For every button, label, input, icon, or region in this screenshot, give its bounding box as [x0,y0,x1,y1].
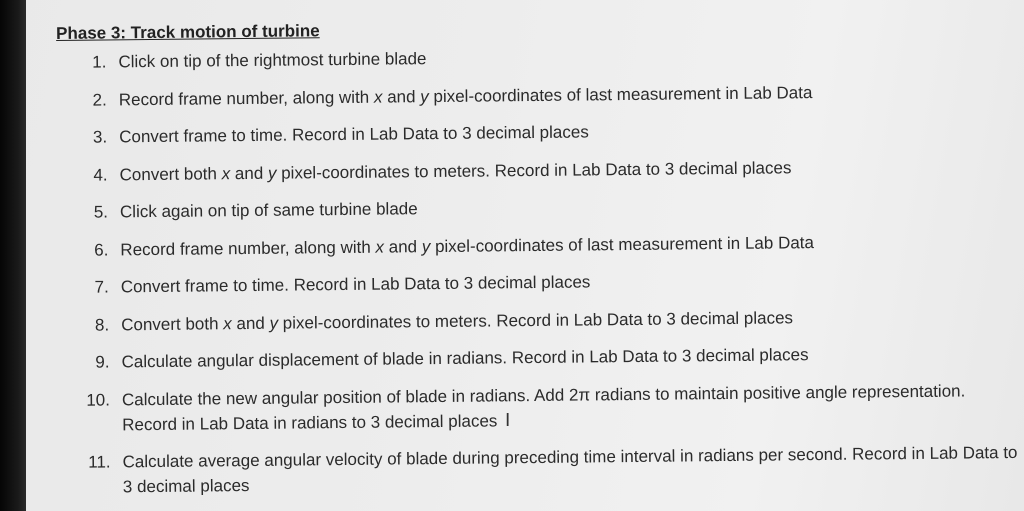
text-cursor-icon: I [505,410,511,431]
step-number: 10. [86,389,111,410]
list-item [59,339,1024,375]
instructions-panel [56,13,1024,511]
step-text-part: Record frame number, along with [120,237,376,259]
step-text: Calculate angular displacement of blade in radians. Record in Lab Data to 3 decimal places [121,345,809,372]
step-number: 9. [95,352,110,372]
list-item [57,114,1024,150]
list-item [59,264,1024,300]
var-y: y [420,86,429,106]
step-text-part: and [231,313,270,333]
list-item [60,377,1024,438]
step-number: 4. [93,164,108,185]
step-text-part: pixel-coordinates of last measurement in Lab Data [430,232,815,256]
list-item [58,227,1024,263]
step-text: Click on tip of the rightmost turbine blade [118,49,427,72]
step-text [119,77,1019,111]
var-y: y [421,236,431,256]
monitor-bezel [0,0,26,511]
step-text-part: Record frame number, along with [118,87,375,109]
step-text-part: pixel-coordinates to meters. Record in Lab Data to 3 decimal places [276,157,792,183]
var-x: x [375,237,385,257]
var-y: y [269,313,279,333]
step-number: 11. [88,452,111,472]
list-item [56,39,1024,75]
step-text: Convert frame to time. Record in Lab Data to 3 decimal places [120,272,591,297]
list-item [60,439,1024,500]
step-number: 8. [94,314,110,335]
var-x: x [221,163,231,183]
step-number: 3. [92,127,108,147]
list-item [59,302,1024,338]
step-text-part: pixel-coordinates of last measurement in Lab Data [428,82,813,106]
list-item [58,189,1024,225]
step-text: Calculate the new angular position of blade in radians. Add 2π radians to maintain positive angle representation. Record in Lab Data in radians to 3 decimal places [121,380,966,434]
step-text-part: Convert both [119,163,222,184]
step-text-part: and [230,163,269,183]
step-number: 2. [92,89,107,110]
step-text [119,152,1019,186]
var-x: x [373,87,383,107]
step-text-part: and [383,236,422,257]
step-number: 7. [94,277,109,297]
list-item [57,152,1024,188]
var-y: y [267,163,277,183]
step-text [121,302,1021,336]
step-text: Convert frame to time. Record in Lab Data to 3 decimal places [119,122,589,147]
step-text-part: pixel-coordinates to meters. Record in Lab Data to 3 decimal places [277,307,794,333]
var-x: x [223,313,232,333]
step-text-part: and [382,86,421,107]
step-text: Click again on tip of same turbine blade [119,199,418,222]
steps-list [56,39,1024,500]
step-number: 1. [92,52,107,72]
step-text-part: Convert both [121,313,224,334]
list-item [57,77,1024,113]
step-number: 6. [94,239,109,260]
step-text: Calculate average angular velocity of blade during preceding time interval in radians per second. Record in Lab Data to 3 decimal places [122,442,1018,497]
page-title: Phase 3: Track motion of turbine [56,21,320,43]
step-text [120,227,1020,261]
step-number: 5. [93,202,109,222]
